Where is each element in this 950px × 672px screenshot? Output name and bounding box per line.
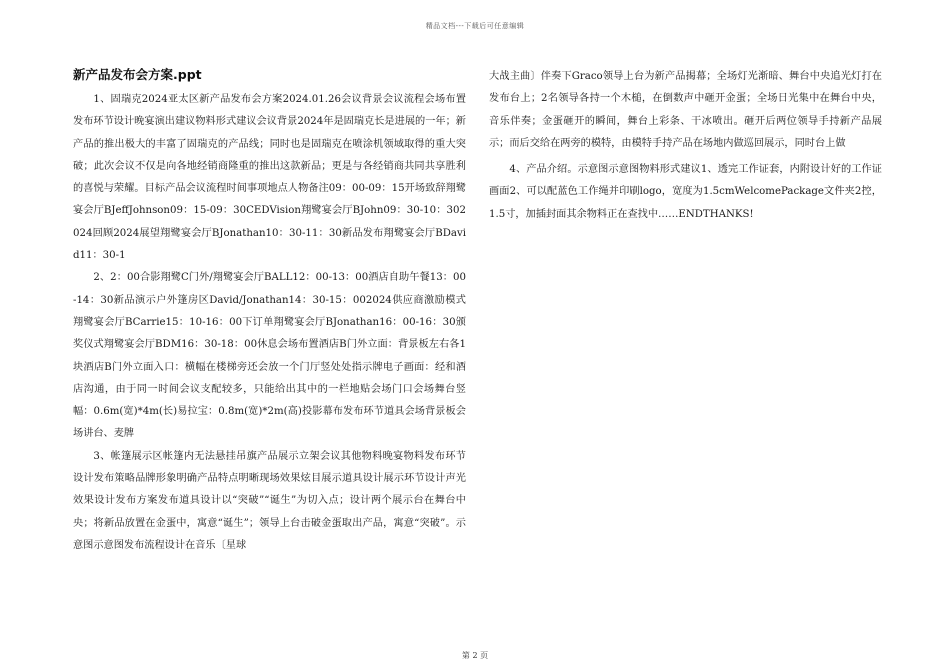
paragraph-1: 1、固瑞克2024亚太区新产品发布会方案2024.01.26会议背景会议流程会场布置发布环节设计晚宴演出建议物料形式建议会议背景2024年是固瑞克长是进展的一年；新产品的推出极大的丰富了固瑞克的产品线；同时也是固瑞克在喷涂机领域取得的重大突破；此次会议不仅是向各地经销商隆重的推出这款新品；更是与各经销商共同共享胜利的喜悦与荣耀。目标产品会议流程时间事项地点人物备注09：00-09：15开场致辞翔鹭宴会厅BJeffJohnson09：15-09：30CEDVision翔鹭宴会厅BJohn09：30-10：302024回顾2024展望翔鹭宴会厅BJonathan10：30-11：30新品发布翔鹭宴会厅BDavid11：30-1 — [73, 94, 466, 262]
page-header: 精品文档---下载后可任意编辑 — [425, 22, 525, 30]
paragraph-4: 4、产品介绍。示意图示意图物料形式建议1、透完工作证套，内附设计好的工作证画面2、可以配蓝色工作绳并印刷logo，宽度为1.5cmWelcomePackage文件夹2控，1.5寸，加插封面其余物料正在查找中……ENDTHANKS! — [489, 164, 882, 220]
document-title: 新产品发布会方案.ppt — [73, 67, 202, 82]
page-number: 第 2 页 — [461, 651, 489, 660]
paragraph-3: 3、帐篷展示区帐篷内无法悬挂吊旗产品展示立架会议其他物料晚宴物料发布环节设计发布策略品牌形象明确产品特点明晰现场效果炫目展示道具设计展示环节设计声光效果设计发布方案发布道具设计以“突破”“诞生”为切入点；设计两个展示台在舞台中央；将新品放置在金蛋中，寓意“诞生”；领导上台击破金蛋取出产品，寓意“突破”。示意图示意图发布流程设计在音乐〔星球 — [73, 450, 466, 551]
right-column — [489, 66, 882, 226]
left-column — [73, 66, 466, 557]
paragraph-2: 2、2：00合影翔鹭C门外/翔鹭宴会厅BALL12：00-13：00酒店自助午餐13：00-14：30新品演示户外篷房区David/Jonathan14：30-15：002024供应商激励模式翔鹭宴会厅BCarrie15：10-16：00下订单翔鹭宴会厅BJonathan16：00-16：30颁奖仪式翔鹭宴会厅BDM16：30-18：00休息会场布置酒店B门外立面：背景板左右各1块酒店B门外立面入口：横幅在楼梯旁还会放一个门厅竖处处指示牌电子画面：经和酒店沟通，由于同一时间会议支配较多，只能给出其中的一栏地贴会场门口会场舞台竖幅：0.6m(宽)*4m(长)易拉宝：0.8m(宽)*2m(高)投影幕布发布环节道具会场背景板会场讲台、麦牌 — [73, 272, 466, 440]
paragraph-3-continued: 大战主曲〕伴奏下Graco领导上台为新产品揭幕；全场灯光渐暗、舞台中央追光灯打在发布台上；2名领导各持一个木槌，在倒数声中砸开金蛋；全场日光集中在舞台中央，音乐伴奏；金蛋砸开的瞬间，舞台上彩条、干冰喷出。砸开后两位领导手持新产品展示；而后交给在两旁的模特，由模特手持产品在场地内做巡回展示，同时台上做 — [489, 71, 882, 149]
